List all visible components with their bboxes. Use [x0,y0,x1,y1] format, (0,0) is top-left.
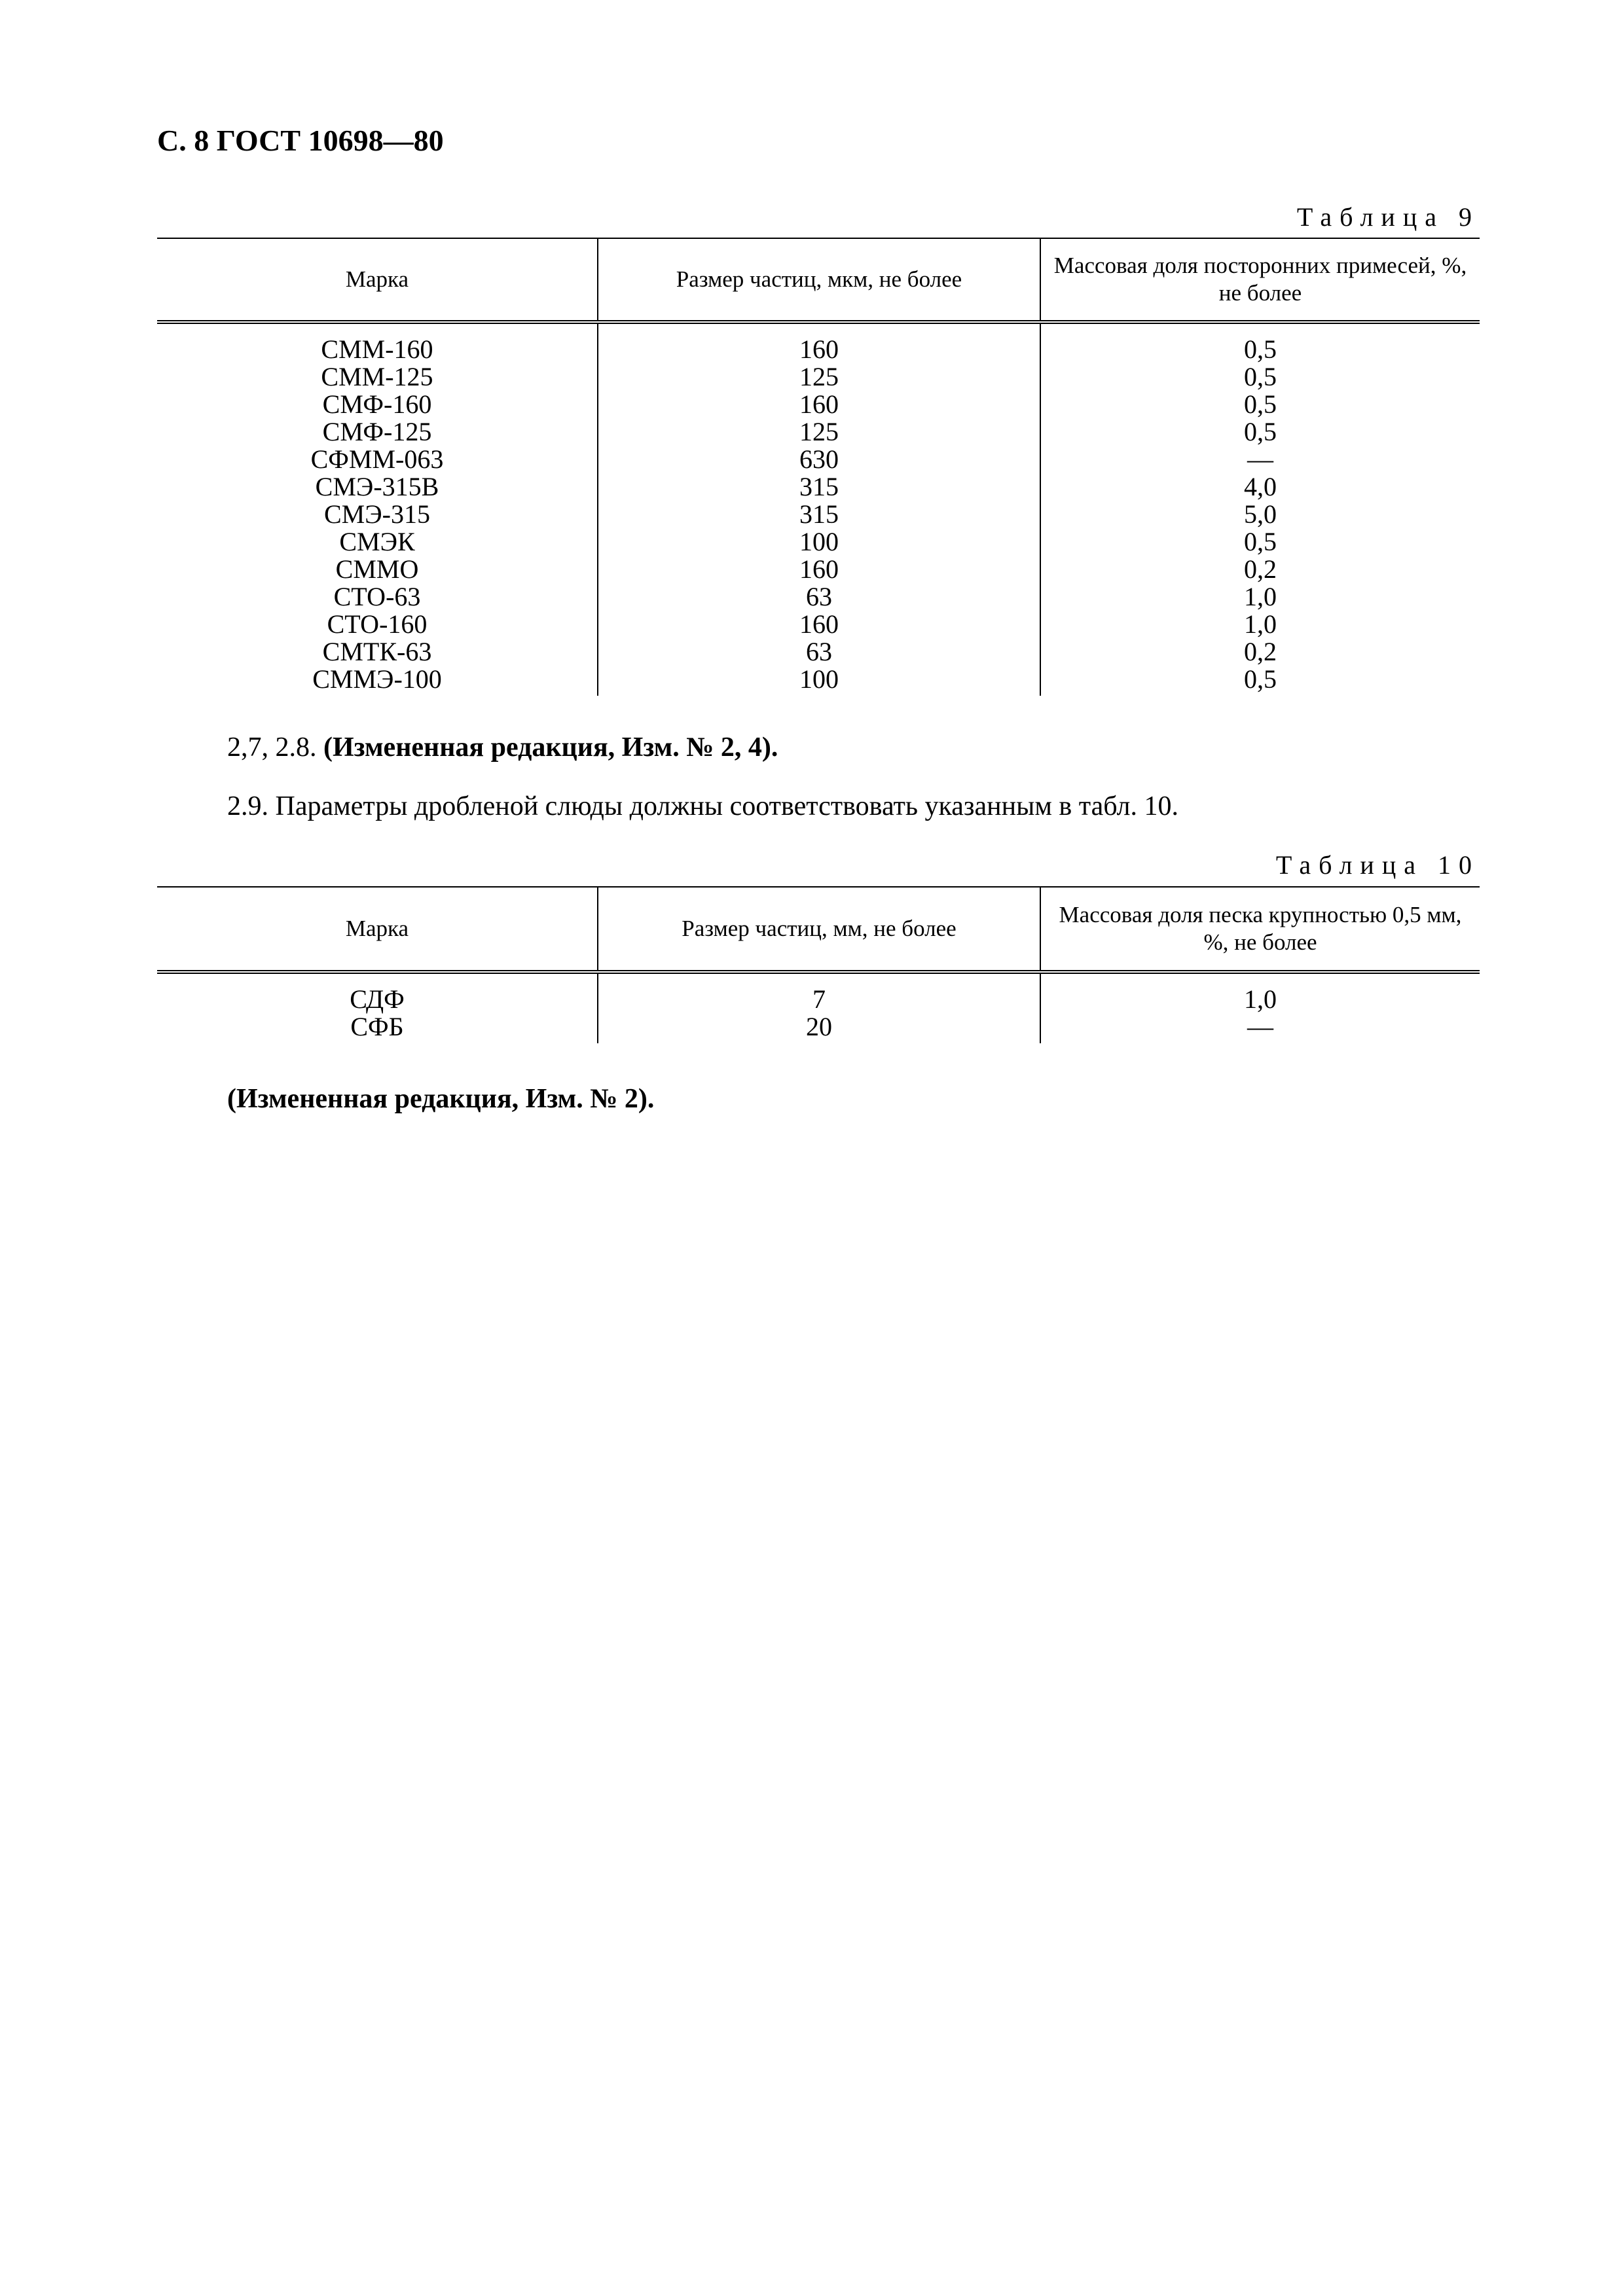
table10-row [157,1013,1480,1043]
table10-row [157,972,1480,1013]
table9-cell-size: 63 [598,583,1040,611]
table9-cell-value: 0,2 [1040,556,1480,583]
table10-cell-size: 20 [598,1013,1040,1043]
table9-cell-size: 160 [598,391,1040,418]
table10-cell-value: 1,0 [1040,972,1480,1013]
table-9-header-mark: Марка [157,238,598,322]
table9-row [157,363,1480,391]
table9-cell-mark: СФММ-063 [310,444,444,474]
table9-cell-value: 0,5 [1040,666,1480,696]
table9-cell-size: 160 [598,611,1040,638]
table10-cell-mark: СДФ [350,984,405,1014]
table9-cell-value: 0,5 [1040,391,1480,418]
table10-cell-size: 7 [598,972,1040,1013]
table9-row [157,446,1480,473]
table9-cell-mark: СММЭ-100 [312,664,442,694]
table9-cell-mark: СММ-160 [321,334,433,364]
table9-row [157,528,1480,556]
table9-row [157,638,1480,666]
table9-row [157,473,1480,501]
table9-row [157,556,1480,583]
table9-cell-mark: СМТК-63 [322,637,432,666]
table9-cell-value: 1,0 [1040,583,1480,611]
table9-cell-value: 0,5 [1040,418,1480,446]
table9-cell-mark: СМФ-160 [322,389,432,419]
table9-cell-mark: СМЭ-315В [315,472,439,501]
table9-row [157,666,1480,696]
table9-cell-value: — [1040,446,1480,473]
table9-cell-mark: СМФ-125 [322,417,432,446]
table9-cell-size: 100 [598,528,1040,556]
table-9 [157,238,1480,696]
table9-cell-value: 4,0 [1040,473,1480,501]
table9-cell-size: 315 [598,501,1040,528]
table9-cell-value: 0,5 [1040,322,1480,363]
table9-cell-value: 5,0 [1040,501,1480,528]
table-10-header-mark: Марка [157,887,598,972]
table9-cell-size: 160 [598,322,1040,363]
paragraph-2-7-2-8-numbers: 2,7, 2.8. [227,732,323,762]
table9-row [157,583,1480,611]
table9-row [157,391,1480,418]
table9-row [157,418,1480,446]
table-9-header-impurity: Массовая доля посторонних примесей, %, не более [1040,238,1480,322]
table10-cell-value: — [1040,1013,1480,1043]
table9-row [157,322,1480,363]
table9-cell-size: 100 [598,666,1040,696]
edition-note: (Измененная редакция, Изм. № 2). [227,1084,655,1114]
paragraph-2-7-2-8-edition-note: (Измененная редакция, Изм. № 2, 4). [323,732,778,762]
table9-cell-mark: СМЭ-315 [324,499,430,529]
table9-cell-mark: СММ-125 [321,362,433,391]
table9-cell-size: 125 [598,418,1040,446]
table9-cell-size: 315 [598,473,1040,501]
table9-cell-value: 0,2 [1040,638,1480,666]
table9-row [157,501,1480,528]
table9-cell-mark: СМЭК [339,527,415,556]
table9-cell-value: 1,0 [1040,611,1480,638]
paragraph-2-9: 2.9. Параметры дробленой слюды должны соответствовать указанным в табл. 10. [227,791,1179,821]
table-10 [157,886,1480,1043]
table9-cell-value: 0,5 [1040,528,1480,556]
table9-cell-mark: СММО [335,554,419,584]
table9-cell-value: 0,5 [1040,363,1480,391]
table9-cell-mark: СТО-160 [327,609,428,639]
table-9-caption: Таблица 9 [1296,202,1480,232]
table9-cell-mark: СТО-63 [333,582,421,611]
table-10-caption: Таблица 10 [1275,850,1480,880]
table9-cell-size: 125 [598,363,1040,391]
table-10-header-size: Размер частиц, мм, не более [598,887,1040,972]
table10-cell-mark: СФБ [350,1012,404,1041]
page-header: С. 8 ГОСТ 10698—80 [157,124,444,157]
table-10-header-sand: Массовая доля песка крупностью 0,5 мм, %, не более [1040,887,1480,972]
table9-cell-size: 160 [598,556,1040,583]
paragraph-2-7-2-8 [227,734,778,761]
table9-row [157,611,1480,638]
table-9-header-size: Размер частиц, мкм, не более [598,238,1040,322]
table9-cell-size: 630 [598,446,1040,473]
table9-cell-size: 63 [598,638,1040,666]
